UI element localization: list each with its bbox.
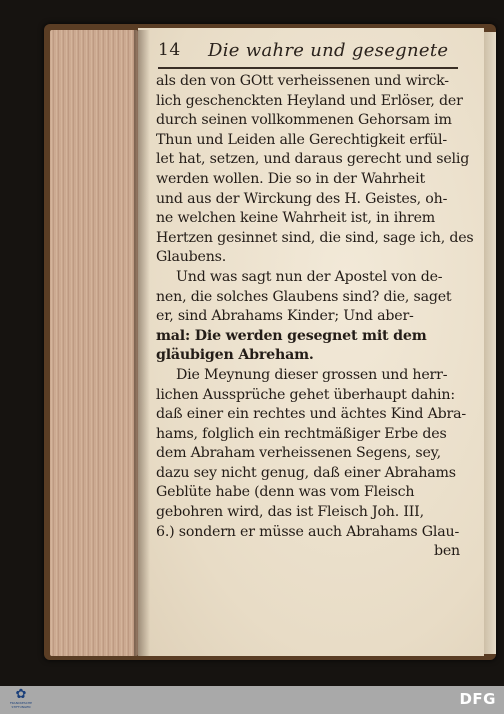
text-line: gebohren wird, das ist Fleisch Joh. III,	[156, 504, 424, 521]
text-line: er, sind Abrahams Kinder; Und aber-	[156, 308, 414, 325]
running-head-title: Die wahre und gesegnete	[208, 40, 449, 61]
text-line: Hertzen gesinnet sind, die sind, sage ich, des	[156, 229, 474, 246]
text-line: 6.) sondern er müsse auch Abrahams Glau-	[156, 523, 460, 540]
text-line: werden wollen. Die so in der Wahrheit	[156, 170, 425, 187]
text-line: nen, die solches Glaubens sind? die, saget	[156, 288, 452, 305]
text-line: Glaubens.	[156, 249, 227, 266]
text-line: als den von GOtt verheissenen und wirck-	[156, 73, 449, 89]
body-text	[156, 72, 474, 562]
text-line: Geblüte habe (denn was vom Fleisch	[156, 484, 415, 501]
text-line: dazu sey nicht genug, daß einer Abrahams	[156, 464, 456, 481]
text-line: gläubigen Abreham.	[156, 347, 314, 364]
foundation-logo-text: FRANCKESCHE STIFTUNGEN	[9, 701, 33, 709]
text-line: lich geschenckten Heyland und Erlöser, der	[156, 92, 463, 109]
running-head	[158, 40, 458, 62]
header-rule	[158, 67, 458, 69]
text-line: dem Abraham verheissenen Segens, sey,	[156, 445, 441, 462]
text-line: ne welchen keine Wahrheit ist, in ihrem	[156, 210, 436, 227]
franckesche-stiftungen-logo[interactable]	[6, 688, 36, 712]
text-line: lichen Aussprüche gehet überhaupt dahin:	[156, 386, 455, 403]
dfg-logo[interactable]: DFG	[459, 690, 496, 708]
text-line: let hat, setzen, und daraus gerecht und selig	[156, 151, 470, 168]
text-line: und aus der Wirckung des H. Geistes, oh-	[156, 190, 448, 207]
next-page-edge	[484, 32, 496, 654]
text-line: hams, folglich ein rechtmäßiger Erbe des	[156, 425, 447, 442]
page-number: 14	[158, 40, 181, 60]
text-line: Die Meynung dieser grossen und herr-	[176, 366, 448, 383]
foundation-emblem-icon: ✿	[15, 687, 27, 702]
page-block-edges	[50, 30, 138, 656]
text-line: Und was sagt nun der Apostel von de-	[176, 268, 443, 285]
gutter-shadow	[134, 30, 150, 656]
text-line: daß einer ein rechtes und ächtes Kind Abra-	[156, 406, 466, 423]
text-line: ben	[433, 543, 460, 560]
viewer-footer-bar	[0, 686, 504, 714]
text-line: mal: Die werden gesegnet mit dem	[156, 327, 427, 344]
text-line: Thun und Leiden alle Gerechtigkeit erfül-	[156, 131, 447, 148]
text-line: durch seinen vollkommenen Gehorsam im	[156, 112, 452, 129]
